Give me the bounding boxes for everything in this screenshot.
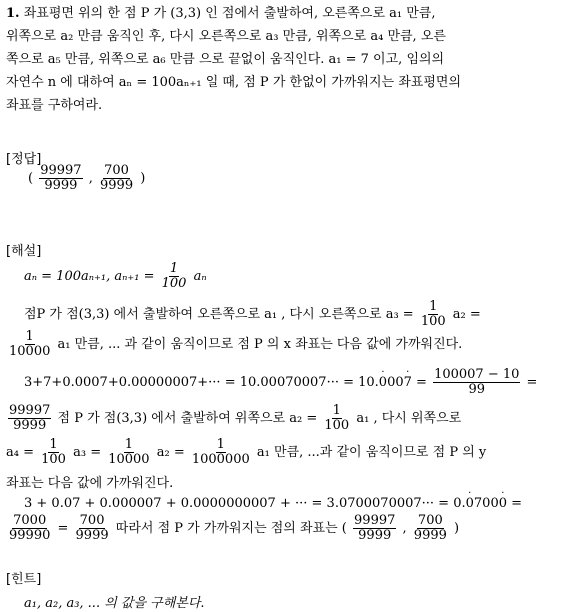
expl-l6-f1den: 100 [41,452,66,467]
expl-l2-num: 1 [429,299,438,314]
expl-l9-fraction-3 [353,514,396,543]
expl-l3-fraction [8,330,51,359]
answer-y-fraction [99,164,134,193]
explanation-line-9 [6,514,459,543]
expl-l9-f3den: 9999 [358,528,392,543]
expl-l9-fraction-2 [75,514,110,543]
explanation-line-4 [24,368,537,397]
expl-l4-text: 3+7+0.0007+0.00000007+··· = 10.00070007··· = 10. [24,375,379,390]
expl-l6-d: a₁ 만큼, ...과 같이 움직이므로 점 P 의 y [256,445,487,460]
expl-l5-fnum: 1 [332,403,341,418]
expl-l6-f2num: 1 [124,437,134,452]
problem-number: 1. [6,6,20,21]
expl-l4-den: 99 [468,382,486,397]
problem-line-5: 좌표를 구하여라. [6,98,103,113]
answer-x-denominator: 9999 [44,178,78,193]
expl-l6-fraction-2 [107,438,150,467]
answer-open-paren: ( [28,171,34,186]
expl-l6-fraction-1 [40,438,67,467]
explanation-line-3 [6,330,462,359]
answer-heading: [정답] [6,152,42,167]
expl-l6-f3num: 1 [216,437,225,452]
expl-l3-text: a₁ 만큼, ... 과 같이 움직이므로 점 P 의 x 좌표는 다음 값에 가까워진다. [57,337,463,352]
hint-text: a₁, a₂, a₃, ... 의 값을 구해본다. [24,596,205,611]
expl-l4-num: 100007 − 10 [434,367,520,382]
expl-l9-fraction-1 [8,514,51,543]
expl-l2-den: 100 [420,314,446,329]
expl-l8-mid: 700 [473,496,499,511]
expl-l2-text: 점P 가 점(3,3) 에서 출발하여 오른쪽으로 a₁ , 다시 오른쪽으로 a₃ = [24,307,418,322]
expl-l6-fraction-3 [191,438,251,467]
answer-close-paren: ) [140,171,146,186]
explanation-line-8 [24,488,523,511]
problem-text-1: 좌표평면 위의 한 점 P 가 (3,3) 인 점에서 출발하여, 오른쪽으로 a₁ 만큼, [23,6,436,21]
explanation-line-1 [24,262,207,291]
expl-l6-f2den: 10000 [108,452,150,467]
expl-l9-f2num: 700 [79,513,105,528]
expl-l5-num: 99997 [9,403,51,418]
expl-l6-a: a₄ = [6,445,39,460]
expl-l9-close: ) [454,521,460,536]
expl-l1-text: aₙ = 100aₙ₊₁, aₙ₊₁ = [24,269,159,284]
expl-l5-fraction-b [323,404,350,433]
expl-l8-text: 3 + 0.07 + 0.000007 + 0.0000000007 + ··· = 3.0700070007··· = 0. [24,496,466,511]
expl-l9-f3num: 99997 [354,513,396,528]
expl-l9-f2den: 9999 [75,528,109,543]
answer-x-fraction [39,164,82,193]
expl-l9-f1den: 99990 [9,528,51,543]
expl-l6-b: a₃ = [73,445,106,460]
expl-l1-tail: aₙ [193,269,207,284]
expl-l9-fraction-4 [413,514,448,543]
repeating-digit-3: · 0 [465,488,474,511]
expl-l5-tail: a₁ , 다시 위쪽으로 [356,411,462,426]
expl-l9-f1num: 7000 [13,513,47,528]
expl-l9-f4den: 9999 [413,528,447,543]
expl-l5-text: 점 P 가 점(3,3) 에서 출발하여 위쪽으로 a₂ = [57,411,322,426]
problem-line-2: 위쪽으로 a₂ 만큼 움직인 후, 다시 오른쪽으로 a₃ 만큼, 위쪽으로 a₄ 만큼, 오른 [6,29,446,44]
expl-l6-f3den: 1000000 [191,452,250,467]
problem-line-1 [6,2,436,21]
explanation-heading: [해설] [6,244,42,259]
expl-l4-fraction [433,368,520,397]
explanation-line-2 [24,300,481,329]
expl-l4-mid: 00 [387,375,404,390]
explanation-line-7: 좌표는 다음 값에 가까워진다. [6,476,174,491]
expl-l8-end: = [507,496,523,511]
problem-line-4: 자연수 n 에 대하여 aₙ = 100aₙ₊₁ 일 때, 점 P 가 한없이 가까워지는 좌표평면의 [6,75,462,90]
expl-l5-fden: 100 [324,418,350,433]
expl-l5-fraction-a [8,404,51,433]
expl-l4-eq: = [411,375,432,390]
expl-l3-num: 1 [25,329,34,344]
repeating-digit-2: · 7 [403,367,412,390]
expl-l3-den: 10000 [9,344,51,359]
answer-value [28,164,145,193]
problem-line-3: 쪽으로 a₅ 만큼, 위쪽으로 a₆ 만큼 으로 끝없이 움직인다. a₁ = 7 이고, 임의의 [6,52,445,67]
answer-x-numerator: 99997 [40,163,82,178]
answer-y-numerator: 700 [104,163,129,178]
answer-separator: , [88,171,93,186]
expl-l8-d1: 0 [465,496,474,511]
expl-l1-num: 1 [169,261,179,276]
expl-l4-d1: 0 [378,375,388,390]
expl-l4-end: = [526,375,538,390]
expl-l6-c: a₂ = [156,445,189,460]
expl-l9-text: 따라서 점 P 가 가까워지는 점의 좌표는 ( [115,521,347,536]
expl-l1-den: 100 [161,276,187,291]
expl-l5-den: 9999 [13,418,47,433]
expl-l2-fraction [420,300,447,329]
expl-l1-fraction [161,262,188,291]
expl-l8-d2: 0 [498,496,508,511]
explanation-line-5 [6,404,461,433]
hint-heading: [힌트] [6,572,42,587]
explanation-line-6 [6,438,486,467]
repeating-digit-4: · 0 [498,488,508,511]
expl-l9-sep: , [402,521,411,536]
answer-y-denominator: 9999 [100,178,134,193]
expl-l9-eq: = [57,521,73,536]
repeating-digit-1: · 0 [378,367,388,390]
expl-l6-f1num: 1 [49,437,58,452]
expl-l9-f4num: 700 [417,513,443,528]
expl-l2-tail: a₂ = [452,307,481,322]
expl-l4-d2: 7 [403,375,412,390]
